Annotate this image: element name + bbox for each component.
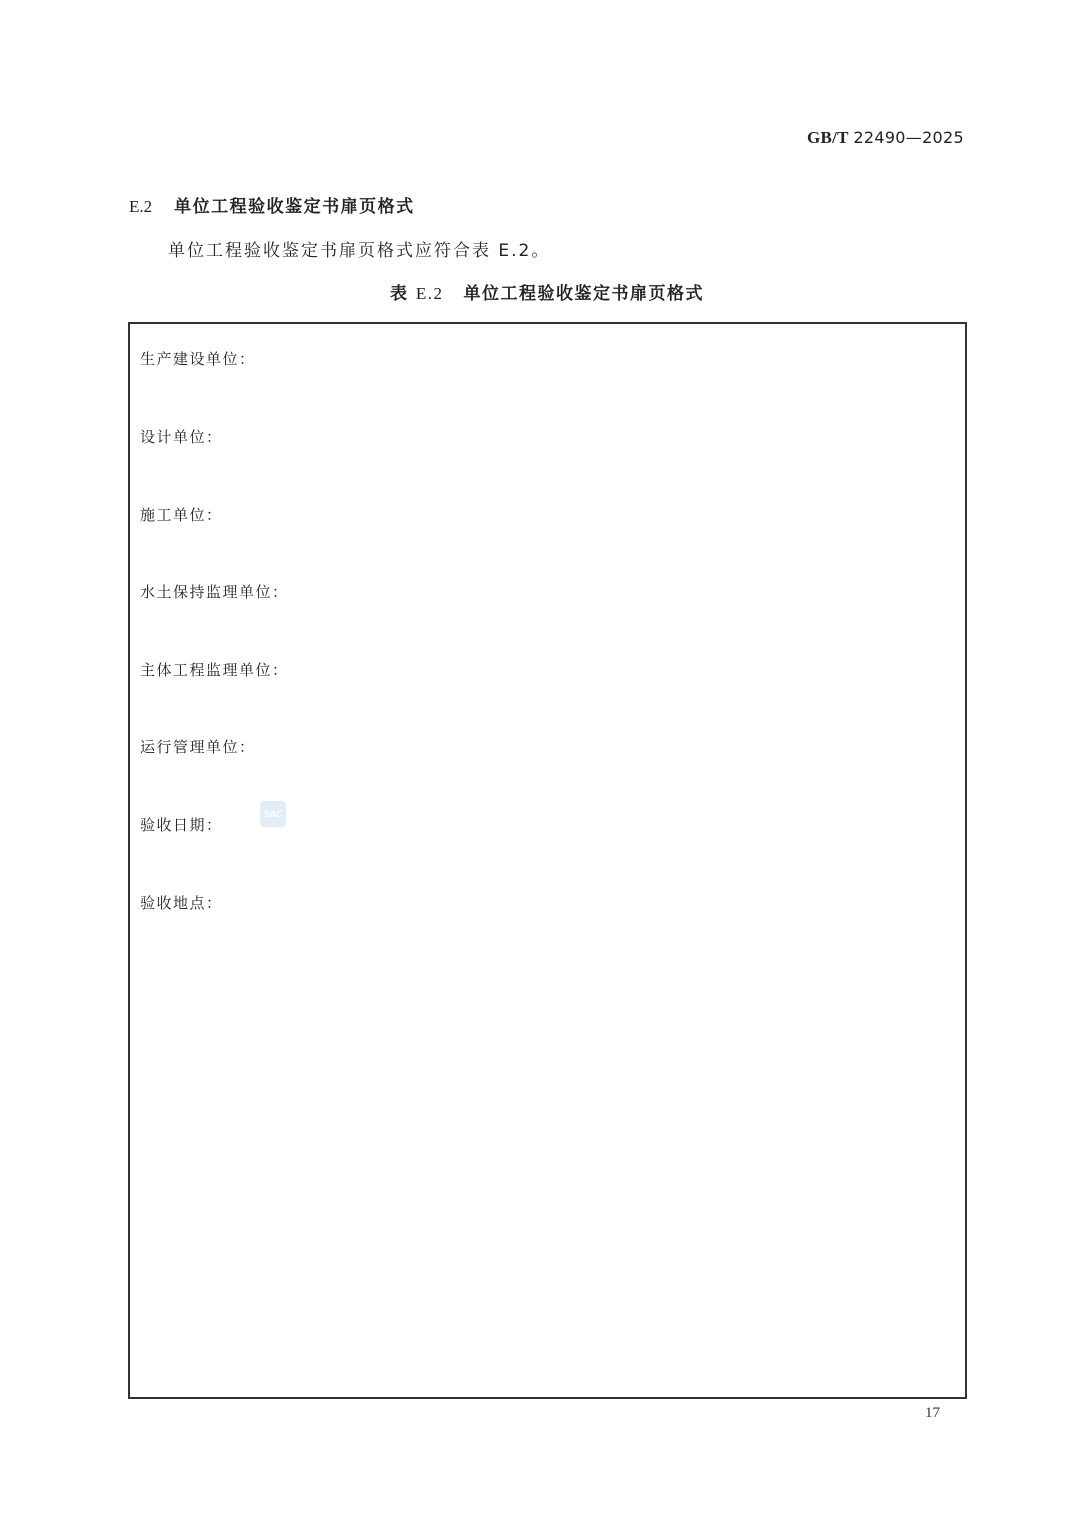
standard-code xyxy=(807,128,964,148)
field-main-engineering-supervision-unit: 主体工程监理单位： xyxy=(140,661,289,679)
field-acceptance-date: 验收日期： xyxy=(140,816,223,834)
field-construction-unit: 生产建设单位： xyxy=(140,350,256,368)
page-number: 17 xyxy=(925,1405,940,1421)
table-caption-label xyxy=(390,284,444,304)
section-number: E.2 xyxy=(129,197,153,216)
field-acceptance-location: 验收地点： xyxy=(140,894,223,912)
flyleaf-form-table xyxy=(128,322,967,1399)
table-caption-prefix: 表 xyxy=(389,284,409,304)
table-caption xyxy=(0,279,1080,304)
field-soil-water-supervision-unit: 水土保持监理单位： xyxy=(140,583,289,601)
table-caption-title: 单位工程验收鉴定书扉页格式 xyxy=(463,284,705,304)
body-paragraph: 单位工程验收鉴定书扉页格式应符合表 E.2。 xyxy=(168,241,551,261)
sac-watermark-logo: SAC xyxy=(260,801,286,827)
field-operation-management-unit: 运行管理单位： xyxy=(140,738,256,756)
field-builder-unit: 施工单位： xyxy=(140,506,223,524)
field-design-unit: 设计单位： xyxy=(140,428,223,446)
table-caption-number: E.2 xyxy=(415,284,444,303)
section-heading xyxy=(129,192,415,217)
standard-number: 22490—2025 xyxy=(853,128,964,147)
standard-prefix: GB/T xyxy=(806,128,849,147)
section-title: 单位工程验收鉴定书扉页格式 xyxy=(174,197,415,217)
